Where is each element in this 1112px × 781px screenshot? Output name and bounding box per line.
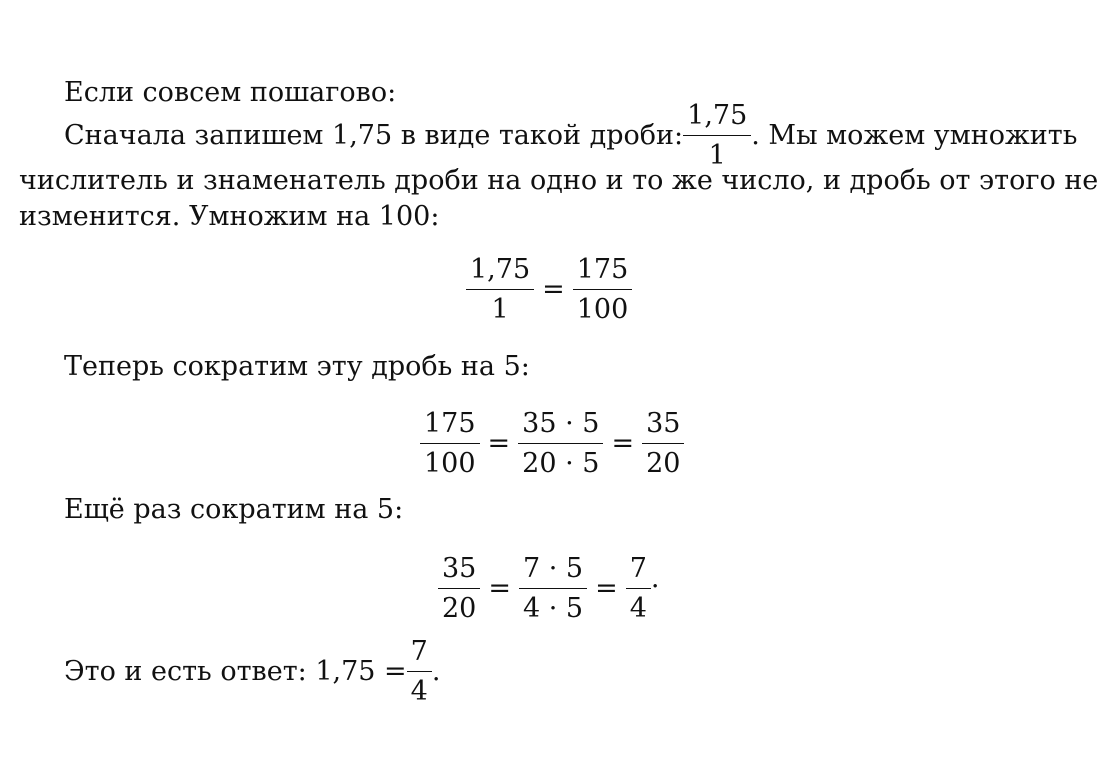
fraction-numerator: 7 [626,555,651,589]
fraction-numerator: 35 [438,555,480,589]
answer-fraction [407,638,432,705]
equation-3-fraction-middle [519,555,587,622]
equals-sign: = [611,428,635,459]
equation-1-fraction-left [466,256,534,323]
equation-3-period: . [650,563,660,594]
equals-sign: = [595,573,618,604]
paragraph-line-3 [19,200,439,234]
paragraph-text-line-2: числитель и знаменатель дроби на одно и то же число, и дробь от этого не [19,165,1099,196]
reduce-text-1: Теперь сократим эту дробь на 5: [64,351,530,382]
fraction-denominator: 100 [576,294,629,325]
equation-2-fraction-left [420,410,480,477]
fraction-denominator: 100 [424,448,476,479]
answer-text: Это и есть ответ: 1,75 = [64,655,407,687]
paragraph-text-line-3: изменится. Умножим на 100: [19,201,440,232]
intro-text: Если совсем пошагово: [64,77,397,108]
fraction-numerator: 1,75 [466,256,534,290]
equation-3 [438,555,660,622]
paragraph-line-1 [64,100,1078,171]
equation-1-fraction-right [573,256,633,323]
fraction-denominator: 4 [629,593,647,624]
equals-sign: = [542,274,565,305]
equals-sign: = [488,573,511,604]
answer-period: . [431,655,441,687]
fraction-denominator: 4 · 5 [522,593,584,624]
equation-2-fraction-middle [518,410,603,477]
fraction-numerator: 35 [642,410,684,444]
fraction-numerator: 175 [573,256,633,290]
answer-line [64,638,440,705]
fraction-numerator: 7 · 5 [519,555,587,589]
equation-1 [466,256,632,323]
fraction-numerator: 175 [420,410,480,444]
fraction-numerator: 35 · 5 [518,410,603,444]
reduce-line-2 [64,493,403,527]
reduce-text-2: Ещё раз сократим на 5: [64,494,404,525]
equals-sign: = [487,428,511,459]
paragraph-text-after-fraction: . Мы можем умножить [751,119,1078,151]
fraction-numerator: 7 [407,638,432,672]
equation-3-fraction-right [626,555,651,622]
fraction-denominator: 1 [491,294,509,325]
fraction-denominator: 20 [646,448,681,479]
equation-2 [420,410,684,477]
fraction-numerator: 1,75 [683,102,751,136]
fraction-denominator: 20 [442,593,477,624]
inline-fraction-1-75-over-1 [683,102,751,169]
fraction-denominator: 4 [410,676,428,707]
equation-3-fraction-left [438,555,480,622]
paragraph-text-before-fraction: Сначала запишем 1,75 в виде такой дроби: [64,119,684,151]
fraction-denominator: 1 [708,140,726,171]
equation-2-fraction-right [642,410,684,477]
fraction-denominator: 20 · 5 [522,448,600,479]
reduce-line-1 [64,350,530,384]
paragraph-line-2 [19,164,1099,198]
